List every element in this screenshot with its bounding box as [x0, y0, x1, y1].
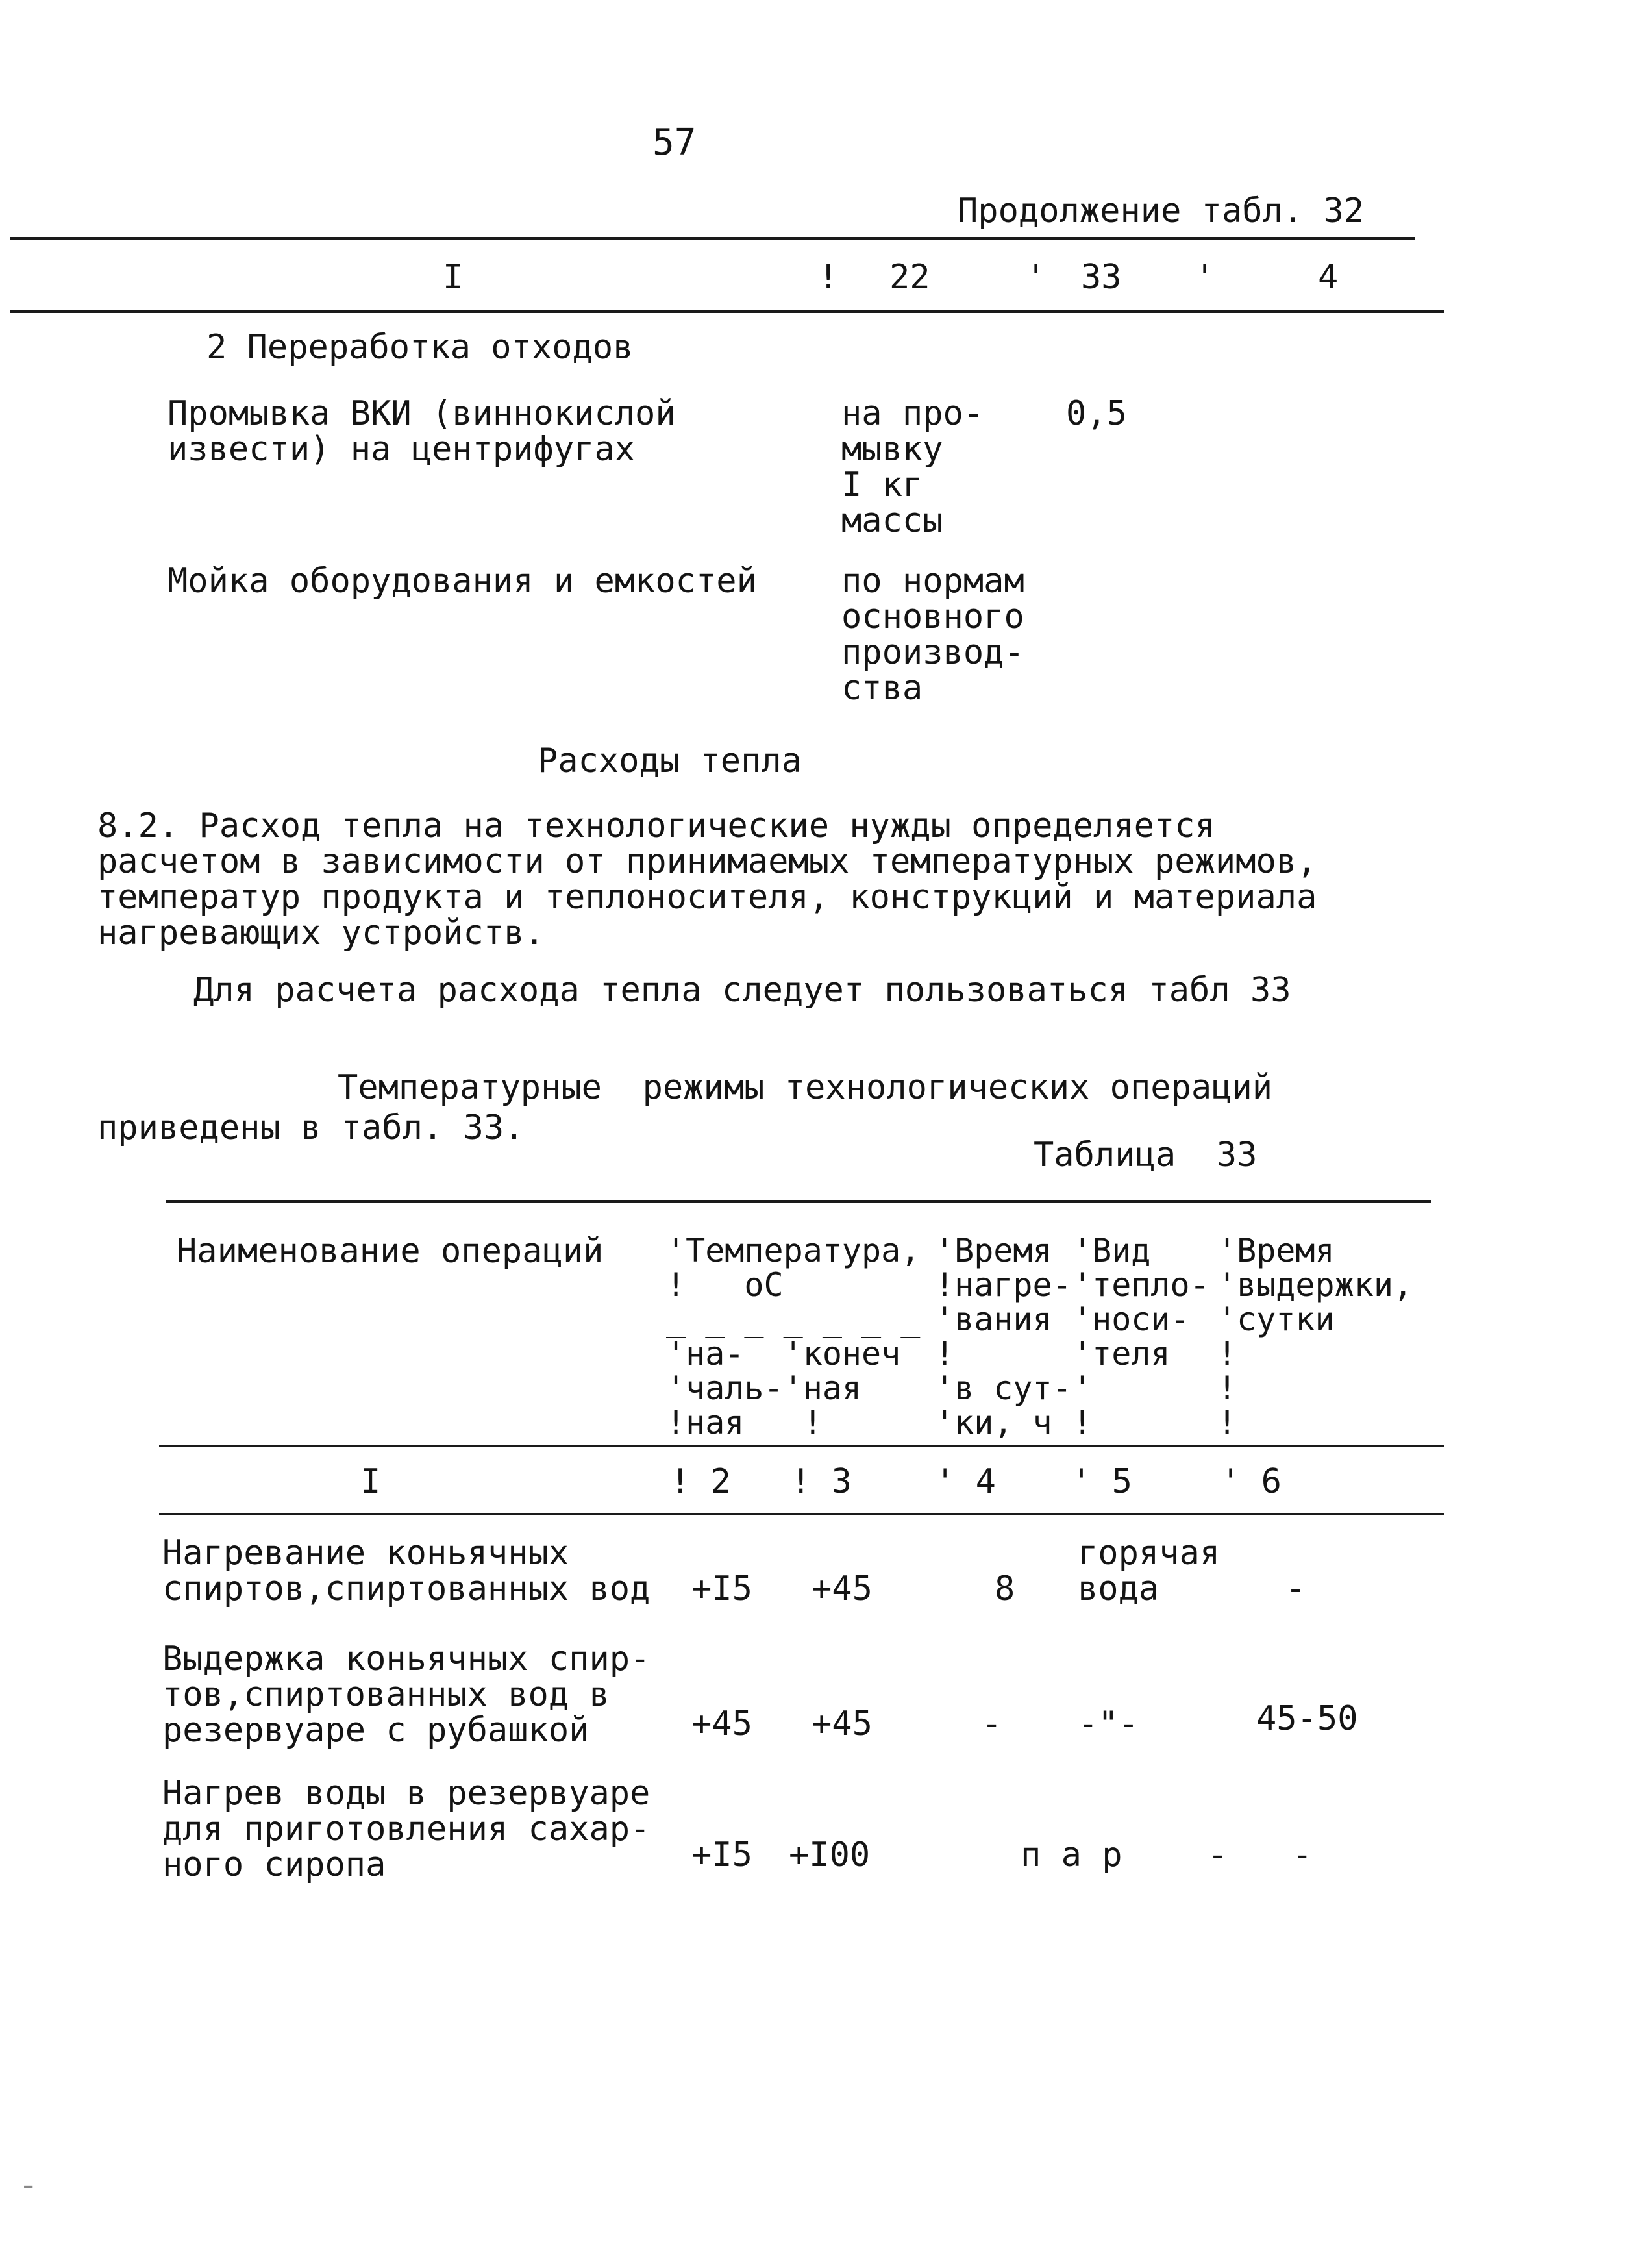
- t33-row-holding-time: -: [1292, 1836, 1313, 1875]
- t33-row-holding-time: -: [1285, 1569, 1306, 1608]
- t33-row-heat-carrier: -: [1208, 1836, 1228, 1875]
- paragraph-reference: Для расчета расхода тепла следует пользоваться табл 33: [193, 971, 1291, 1010]
- table-continuation-label: Продолжение табл. 32: [958, 192, 1365, 231]
- t33-num-col1: I: [360, 1462, 381, 1501]
- t32-row-name: Промывка ВКИ (виннокислой извести) на центрифугах: [167, 394, 676, 469]
- t33-row-heat-carrier: -"-: [1078, 1704, 1139, 1743]
- t33-header-holding-time: 'Время 'выдержки, 'сутки ! ! !: [1217, 1232, 1413, 1441]
- section-heading: Расходы тепла: [538, 741, 802, 780]
- t33-row-temp-end: +45: [812, 1569, 873, 1608]
- t33-row-temp-start: +45: [691, 1704, 752, 1743]
- t32-row-name: Мойка оборудования и емкостей: [167, 562, 757, 601]
- page-edge-mark: -: [18, 2165, 39, 2204]
- t32-sep1: !: [818, 258, 839, 297]
- t32-row-unit: по нормам основного производ- ства: [841, 562, 1024, 708]
- t33-row-heat-carrier: горячая вода: [1078, 1534, 1221, 1609]
- t33-row-temp-start: +I5: [691, 1836, 752, 1875]
- paragraph-8-2: 8.2. Расход тепла на технологические нужды определяется расчетом в зависимости от принимаемых температурных режимов, температур продукта и теплоносителя, конструкций и материала нагревающих устройств.: [97, 806, 1317, 953]
- t33-row-heating-time: 8: [995, 1569, 1015, 1608]
- t33-row-operation: Нагревание коньячных спиртов,спиртованных вод: [162, 1534, 651, 1609]
- t32-section-title: 2 Переработка отходов: [206, 328, 634, 367]
- t33-header-rule: [159, 1445, 1444, 1447]
- t33-num-col6: ' 6: [1221, 1462, 1282, 1501]
- t33-row-holding-time: 45-50: [1256, 1699, 1358, 1738]
- table-caption: Таблица 33: [1034, 1136, 1258, 1175]
- t32-col2-header: 22: [889, 258, 930, 297]
- t33-row-operation: Выдержка коньячных спир- тов,спиртованных вод в резервуаре с рубашкой: [162, 1639, 651, 1751]
- paragraph-temp-regimes-line1: Температурные режимы технологических операций: [338, 1068, 1273, 1107]
- t33-header-name: Наименование операций: [177, 1232, 604, 1271]
- t32-header-rule: [10, 310, 1444, 313]
- t33-header-temperature: 'Температура, ! оС _ _ _ _ _ _ _ 'на- 'конеч 'чаль-'ная !ная !: [666, 1232, 921, 1441]
- t33-num-col3: ! 3: [791, 1462, 852, 1501]
- t32-row-value: 0,5: [1066, 394, 1127, 433]
- t33-num-col4: ' 4: [935, 1462, 996, 1501]
- t32-col1-header: I: [443, 258, 464, 297]
- t32-top-rule: [10, 237, 1415, 240]
- t32-col3-header: 33: [1081, 258, 1122, 297]
- t33-header-heat-carrier: 'Вид 'тепло- 'носи- 'теля ' !: [1072, 1232, 1209, 1441]
- t32-row-unit: на про- мывку I кг массы: [841, 394, 984, 541]
- t33-row-heating-time: -: [982, 1704, 1002, 1743]
- t33-top-rule: [166, 1200, 1432, 1203]
- t33-row-operation: Нагрев воды в резервуаре для приготовления сахар- ного сиропа: [162, 1774, 651, 1885]
- t33-row-heating-time: п а р: [1021, 1836, 1122, 1875]
- t32-sep3: ': [1195, 258, 1215, 297]
- page-number: 57: [652, 121, 697, 164]
- t33-row-temp-end: +I00: [789, 1836, 871, 1875]
- t33-header-heating-time: 'Время !нагре- 'вания ! 'в сут- 'ки, ч: [935, 1232, 1072, 1441]
- t32-col4-header: 4: [1318, 258, 1339, 297]
- t33-body-rule: [159, 1513, 1444, 1515]
- t33-num-col5: ' 5: [1071, 1462, 1132, 1501]
- t33-row-temp-end: +45: [812, 1704, 873, 1743]
- t33-num-col2: ! 2: [670, 1462, 731, 1501]
- t33-row-temp-start: +I5: [691, 1569, 752, 1608]
- t32-sep2: ': [1026, 258, 1047, 297]
- paragraph-temp-regimes-line2: приведены в табл. 33.: [97, 1108, 525, 1147]
